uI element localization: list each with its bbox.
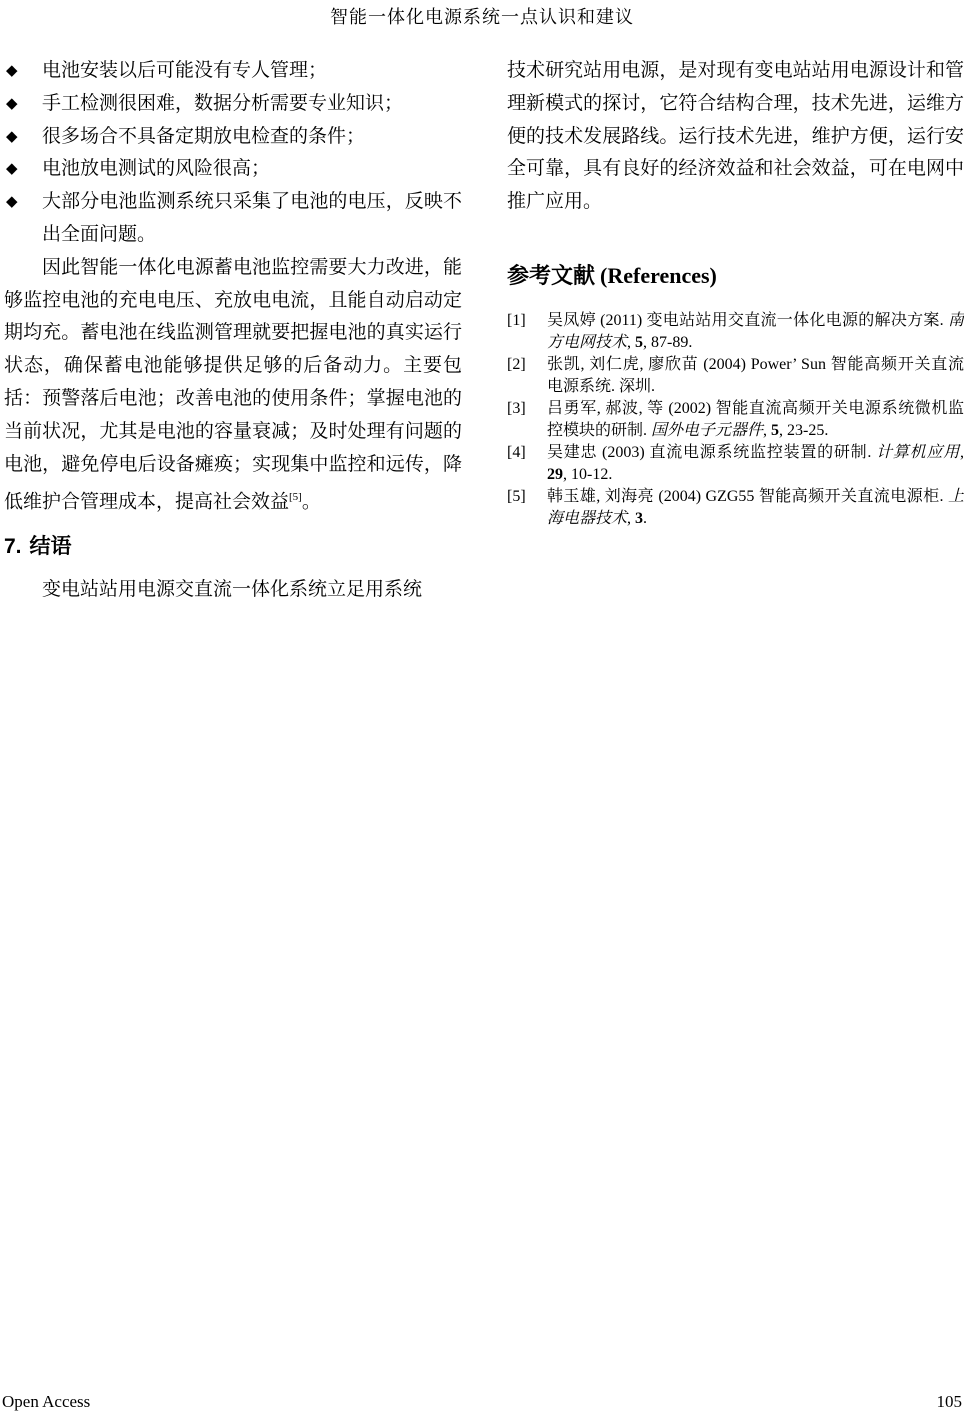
bullet-text: 大部分电池监测系统只采集了电池的电压，反映不出全面问题。 xyxy=(42,191,462,245)
section-number: 7. xyxy=(4,535,22,559)
bullet-item xyxy=(4,186,462,252)
reference-text: , 23-25. xyxy=(779,421,829,439)
diamond-bullet-icon: ◆ xyxy=(6,161,18,178)
reference-list xyxy=(507,310,964,530)
right-column xyxy=(507,55,964,607)
left-column xyxy=(4,55,462,607)
page-footer xyxy=(2,1392,962,1412)
reference-text: 张凯, 刘仁虎, 廖欣苗 (2004) Power’ Sun 智能高频开关直流电源系统. 深圳. xyxy=(547,355,964,395)
section-heading-conclusion xyxy=(4,533,462,560)
bullet-item xyxy=(4,88,462,121)
journal-name: 南方电网技术 xyxy=(547,311,964,351)
references-heading xyxy=(507,261,964,291)
reference-item xyxy=(507,354,964,398)
bullet-item xyxy=(4,55,462,88)
reference-item xyxy=(507,486,964,530)
journal-name: 国外电子元器件 xyxy=(651,421,764,439)
page-header-title: 智能一体化电源系统一点认识和建议 xyxy=(330,7,634,27)
diamond-bullet-icon: ◆ xyxy=(6,95,18,112)
reference-marker: [5] xyxy=(507,487,526,505)
reference-text: . xyxy=(643,509,648,527)
diamond-bullet-icon: ◆ xyxy=(6,128,18,145)
reference-marker: [3] xyxy=(507,399,526,417)
volume-number: 5 xyxy=(771,421,780,439)
conclusion-paragraph: 变电站站用电源交直流一体化系统立足用系统 xyxy=(42,579,423,601)
references-heading-zh: 参考文献 xyxy=(507,262,596,288)
reference-text: 吴建忠 (2003) 直流电源系统监控装置的研制. xyxy=(547,443,877,461)
reference-text: 吕勇军, 郝波, 等 (2002) 智能直流高频开关电源系统微机监控模块的研制. xyxy=(547,399,964,439)
journal-name: 计算机应用 xyxy=(876,443,960,461)
reference-item xyxy=(507,398,964,442)
reference-item xyxy=(507,442,964,486)
open-access-label: Open Access xyxy=(2,1392,91,1411)
reference-text: 韩玉雄, 刘海亮 (2004) GZG55 智能高频开关直流电源柜. xyxy=(547,487,948,505)
diamond-bullet-icon: ◆ xyxy=(6,194,18,211)
reference-text: , 10-12. xyxy=(563,465,613,483)
two-column-layout xyxy=(4,55,964,607)
volume-number: 3 xyxy=(635,509,644,527)
reference-text: , xyxy=(627,333,636,351)
bullet-text: 很多场合不具备定期放电检查的条件； xyxy=(42,125,366,147)
bullet-text: 电池安装以后可能没有专人管理； xyxy=(42,60,328,81)
references-heading-en: (References) xyxy=(600,262,717,288)
citation-superscript: [5] xyxy=(289,491,302,504)
reference-text: 吴凤婷 (2011) 变电站站用交直流一体化电源的解决方案. xyxy=(547,311,948,329)
battery-monitoring-paragraph xyxy=(4,252,462,520)
reference-item xyxy=(507,310,964,354)
diamond-bullet-icon: ◆ xyxy=(6,63,18,79)
reference-marker: [1] xyxy=(507,311,526,329)
reference-text: , xyxy=(763,421,772,439)
technology-discussion-paragraph: 技术研究站用电源，是对现有变电站站用电源设计和管理新模式的探讨，它符合结构合理，技术先进，运维方便的技术发展路线。运行技术先进，维护方便，运行安全可靠，具有良好的经济效益和社会效益，可在电网中推广应用。 xyxy=(507,60,964,213)
page-number: 105 xyxy=(936,1392,962,1411)
reference-text: , xyxy=(959,443,964,461)
reference-text: , xyxy=(627,509,636,527)
bullet-text: 电池放电测试的风险很高； xyxy=(42,158,271,180)
bullet-text: 手工检测很困难，数据分析需要专业知识； xyxy=(42,92,404,114)
bullet-item xyxy=(4,153,462,186)
journal-name: 上海电器技术 xyxy=(547,487,964,527)
reference-marker: [2] xyxy=(507,355,526,373)
reference-marker: [4] xyxy=(507,443,526,461)
paragraph-text: 因此智能一体化电源蓄电池监控需要大力改进，能够监控电池的充电电压、充放电电流，且能自动启动定期均充。蓄电池在线监测管理就要把握电池的真实运行状态，确保蓄电池能够提供足够的后备动力。主要包括：预警落后电池；改善电池的使用条件；掌握电池的当前状况，尤其是电池的容量衰减；及时处理有问题的电池，避免停电后设备瘫痪；实现集中监控和远传，降低维护合管理成本，提高社会效益 xyxy=(4,256,462,513)
bullet-item xyxy=(4,121,462,154)
reference-text: , 87-89. xyxy=(643,333,693,351)
bullet-list xyxy=(4,55,462,252)
volume-number: 5 xyxy=(635,333,644,351)
paragraph-tail: 。 xyxy=(301,491,321,513)
volume-number: 29 xyxy=(547,465,563,483)
section-title: 结语 xyxy=(29,535,72,559)
